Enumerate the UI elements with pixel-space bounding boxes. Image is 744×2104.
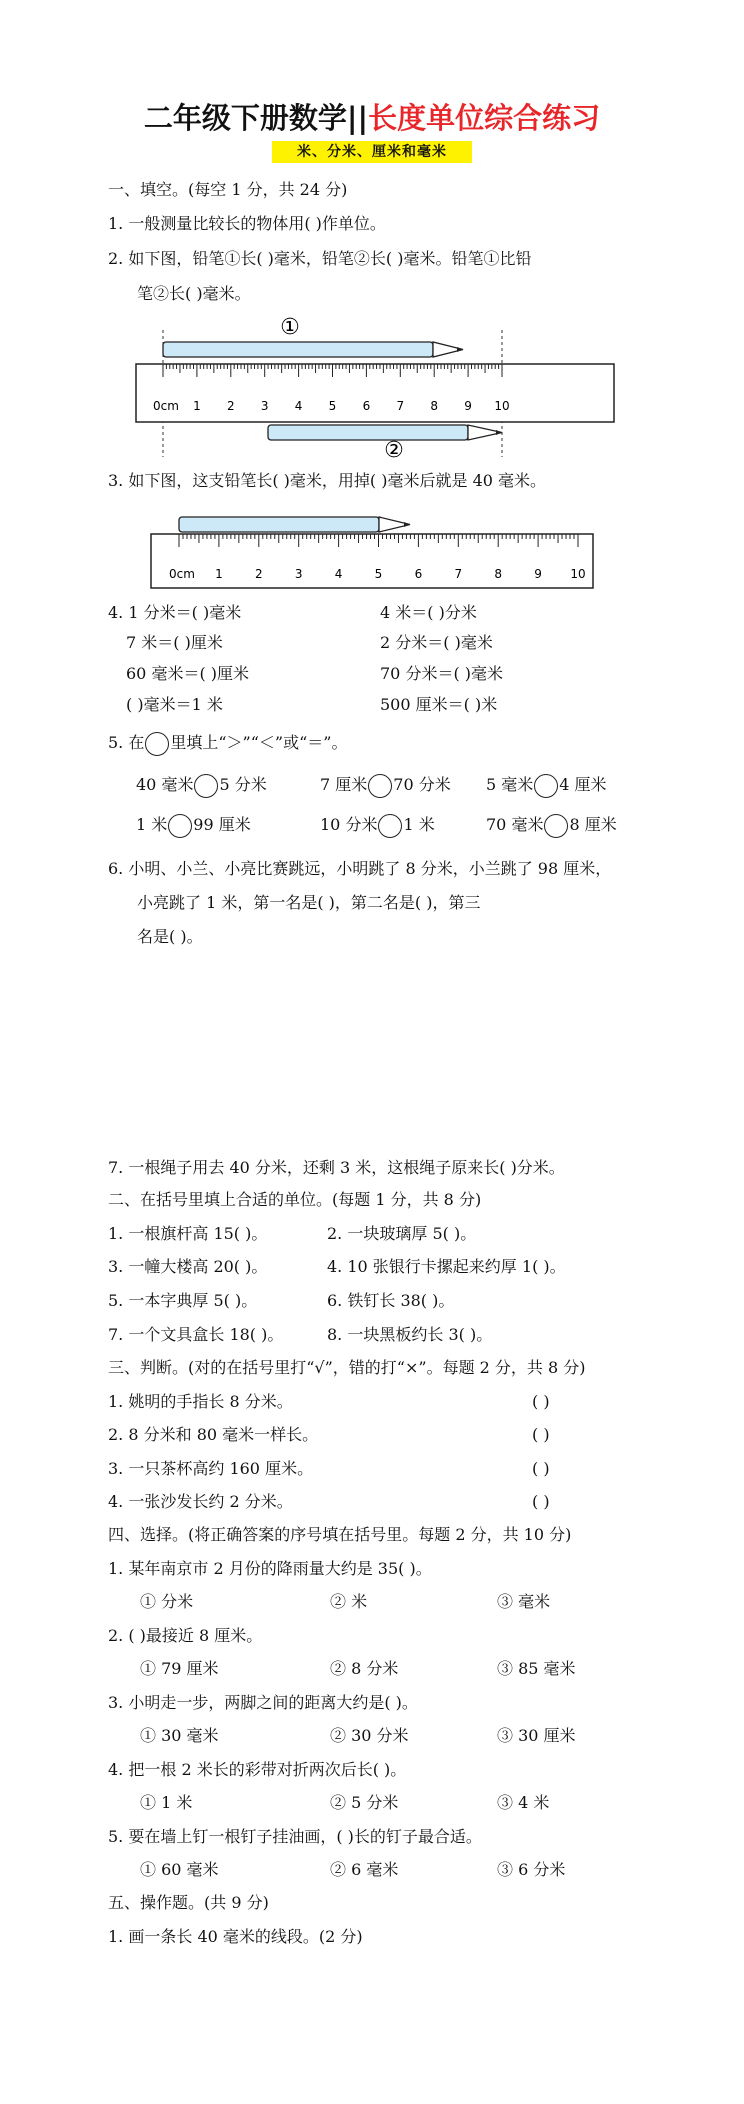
pencil-1-label: ① bbox=[280, 315, 300, 340]
s1-q4-r1a: 4. 1 分米＝( )毫米 bbox=[108, 603, 242, 622]
s1-q4-r2a: 7 米＝( )厘米 bbox=[126, 633, 223, 652]
ruler-number: 0cm bbox=[169, 567, 195, 581]
ruler-number: 8 bbox=[430, 399, 439, 413]
pencil-2-label: ② bbox=[384, 438, 404, 460]
page-title: 二年级下册数学||长度单位综合练习 bbox=[143, 101, 601, 135]
compare-circle-icon[interactable] bbox=[378, 814, 402, 838]
ruler-number: 2 bbox=[226, 399, 235, 413]
s1-q2-line2: 笔②长( )毫米。 bbox=[137, 284, 251, 303]
compare-circle-icon[interactable] bbox=[368, 774, 392, 798]
s3-answer-paren[interactable]: ( ) bbox=[532, 1492, 550, 1511]
s4-q1-opt-2[interactable]: ② 米 bbox=[330, 1592, 368, 1611]
s4-q2: 2. ( )最接近 8 厘米。 bbox=[108, 1626, 263, 1645]
s1-q4-r3a: 60 毫米＝( )厘米 bbox=[126, 664, 250, 683]
ruler-number: 5 bbox=[374, 567, 383, 581]
s4-q5-opt-2[interactable]: ② 6 毫米 bbox=[330, 1860, 399, 1879]
pencil-3 bbox=[179, 517, 410, 532]
s4-q4-opt-3[interactable]: ③ 4 米 bbox=[497, 1793, 550, 1812]
ruler-figure-2 bbox=[145, 510, 600, 592]
s4-q3-opt-2[interactable]: ② 30 分米 bbox=[330, 1726, 409, 1745]
s3-item-1: 1. 姚明的手指长 8 分米。 bbox=[108, 1392, 293, 1411]
s4-q1: 1. 某年南京市 2 月份的降雨量大约是 35( )。 bbox=[108, 1559, 432, 1578]
s3-item-3: 3. 一只茶杯高约 160 厘米。 bbox=[108, 1459, 314, 1478]
ruler-number: 4 bbox=[334, 567, 343, 581]
s1-q6-line1: 6. 小明、小兰、小亮比赛跳远，小明跳了 8 分米，小兰跳了 98 厘米， bbox=[108, 859, 612, 878]
subtitle: 米、分米、厘米和毫米 bbox=[272, 141, 472, 163]
s4-q1-opt-3[interactable]: ③ 毫米 bbox=[497, 1592, 551, 1611]
s1-q7: 7. 一根绳子用去 40 分米，还剩 3 米，这根绳子原来长( )分米。 bbox=[108, 1158, 565, 1177]
ruler-number: 10 bbox=[494, 399, 510, 413]
compare-item: 1 米 99 厘米 bbox=[136, 814, 251, 838]
ruler-number: 7 bbox=[454, 567, 463, 581]
ruler-figure-1 bbox=[130, 312, 620, 460]
s1-q1: 1. 一般测量比较长的物体用( )作单位。 bbox=[108, 214, 386, 233]
s1-q6-line3: 名是( )。 bbox=[137, 927, 203, 946]
ruler-number: 3 bbox=[294, 567, 303, 581]
s4-q3: 3. 小明走一步，两脚之间的距离大约是( )。 bbox=[108, 1693, 418, 1712]
compare-circle-icon[interactable] bbox=[168, 814, 192, 838]
s4-q4-opt-2[interactable]: ② 5 分米 bbox=[330, 1793, 399, 1812]
ruler-1 bbox=[136, 364, 614, 422]
s1-q4-r2b: 2 分米＝( )毫米 bbox=[380, 633, 493, 652]
ruler-number: 10 bbox=[570, 567, 586, 581]
section-4-heading: 四、选择。(将正确答案的序号填在括号里。每题 2 分，共 10 分) bbox=[108, 1525, 572, 1544]
ruler-number: 6 bbox=[362, 399, 371, 413]
s4-q3-opt-1[interactable]: ① 30 毫米 bbox=[140, 1726, 219, 1745]
ruler-number: 1 bbox=[215, 567, 223, 581]
section-5-heading: 五、操作题。(共 9 分) bbox=[108, 1893, 269, 1912]
s1-q6-line2: 小亮跳了 1 米，第一名是( )，第二名是( )，第三 bbox=[137, 893, 481, 912]
ruler-number: 7 bbox=[396, 399, 405, 413]
ruler-number: 0cm bbox=[153, 399, 179, 413]
s4-q2-opt-1[interactable]: ① 79 厘米 bbox=[140, 1659, 219, 1678]
ruler-number: 8 bbox=[494, 567, 503, 581]
s1-q4-r4a: ( )毫米＝1 米 bbox=[126, 695, 223, 714]
ruler-number: 9 bbox=[534, 567, 542, 581]
section-3-heading: 三、判断。(对的在括号里打“√”，错的打“×”。每题 2 分，共 8 分) bbox=[108, 1358, 586, 1377]
s2-item-5: 5. 一本字典厚 5( )。 bbox=[108, 1291, 258, 1310]
s5-q1: 1. 画一条长 40 毫米的线段。(2 分) bbox=[108, 1927, 363, 1946]
compare-circle-icon bbox=[145, 732, 169, 756]
compare-circle-icon[interactable] bbox=[194, 774, 218, 798]
s4-q3-opt-3[interactable]: ③ 30 厘米 bbox=[497, 1726, 576, 1745]
s3-item-2: 2. 8 分米和 80 毫米一样长。 bbox=[108, 1425, 319, 1444]
ruler-number: 4 bbox=[294, 399, 303, 413]
s2-item-4: 4. 10 张银行卡摞起来约厚 1( )。 bbox=[327, 1257, 566, 1276]
ruler-number: 2 bbox=[254, 567, 263, 581]
s3-item-4: 4. 一张沙发长约 2 分米。 bbox=[108, 1492, 293, 1511]
ruler-number: 5 bbox=[328, 399, 337, 413]
s1-q4-r4b: 500 厘米＝( )米 bbox=[380, 695, 498, 714]
s4-q1-opt-1[interactable]: ① 分米 bbox=[140, 1592, 194, 1611]
s4-q5-opt-3[interactable]: ③ 6 分米 bbox=[497, 1860, 566, 1879]
s2-item-2: 2. 一块玻璃厚 5( )。 bbox=[327, 1224, 477, 1243]
compare-circle-icon[interactable] bbox=[534, 774, 558, 798]
ruler-number: 1 bbox=[193, 399, 201, 413]
s4-q5: 5. 要在墙上钉一根钉子挂油画，( )长的钉子最合适。 bbox=[108, 1827, 482, 1846]
s2-item-8: 8. 一块黑板约长 3( )。 bbox=[327, 1325, 493, 1344]
section-2-heading: 二、在括号里填上合适的单位。(每题 1 分，共 8 分) bbox=[108, 1190, 482, 1209]
compare-item: 5 毫米 4 厘米 bbox=[486, 774, 607, 798]
ruler-number: 9 bbox=[464, 399, 472, 413]
s4-q4-opt-1[interactable]: ① 1 米 bbox=[140, 1793, 193, 1812]
s1-q2-line1: 2. 如下图，铅笔①长( )毫米，铅笔②长( )毫米。铅笔①比铅 bbox=[108, 249, 532, 268]
compare-circle-icon[interactable] bbox=[544, 814, 568, 838]
ruler-number: 6 bbox=[414, 567, 423, 581]
s4-q5-opt-1[interactable]: ① 60 毫米 bbox=[140, 1860, 219, 1879]
s1-q4-r3b: 70 分米＝( )毫米 bbox=[380, 664, 504, 683]
compare-item: 70 毫米 8 厘米 bbox=[486, 814, 617, 838]
ruler-2 bbox=[151, 534, 593, 588]
s3-answer-paren[interactable]: ( ) bbox=[532, 1459, 550, 1478]
s3-answer-paren[interactable]: ( ) bbox=[532, 1392, 550, 1411]
compare-item: 40 毫米 5 分米 bbox=[136, 774, 267, 798]
s3-answer-paren[interactable]: ( ) bbox=[532, 1425, 550, 1444]
ruler-number: 3 bbox=[260, 399, 269, 413]
compare-item: 7 厘米 70 分米 bbox=[320, 774, 451, 798]
s2-item-6: 6. 铁钉长 38( )。 bbox=[327, 1291, 455, 1310]
section-1-heading: 一、填空。(每空 1 分，共 24 分) bbox=[108, 180, 348, 199]
s2-item-3: 3. 一幢大楼高 20( )。 bbox=[108, 1257, 268, 1276]
s1-q3: 3. 如下图，这支铅笔长( )毫米，用掉( )毫米后就是 40 毫米。 bbox=[108, 471, 547, 490]
compare-item: 10 分米 1 米 bbox=[320, 814, 435, 838]
s4-q4: 4. 把一根 2 米长的彩带对折两次后长( )。 bbox=[108, 1760, 407, 1779]
s2-item-1: 1. 一根旗杆高 15( )。 bbox=[108, 1224, 268, 1243]
s1-q4-r1b: 4 米＝( )分米 bbox=[380, 603, 477, 622]
s4-q2-opt-3[interactable]: ③ 85 毫米 bbox=[497, 1659, 576, 1678]
s4-q2-opt-2[interactable]: ② 8 分米 bbox=[330, 1659, 399, 1678]
s1-q5-intro: 5. 在 里填上“＞”“＜”或“＝”。 bbox=[108, 732, 347, 756]
pencil-1 bbox=[163, 342, 463, 357]
s2-item-7: 7. 一个文具盒长 18( )。 bbox=[108, 1325, 284, 1344]
